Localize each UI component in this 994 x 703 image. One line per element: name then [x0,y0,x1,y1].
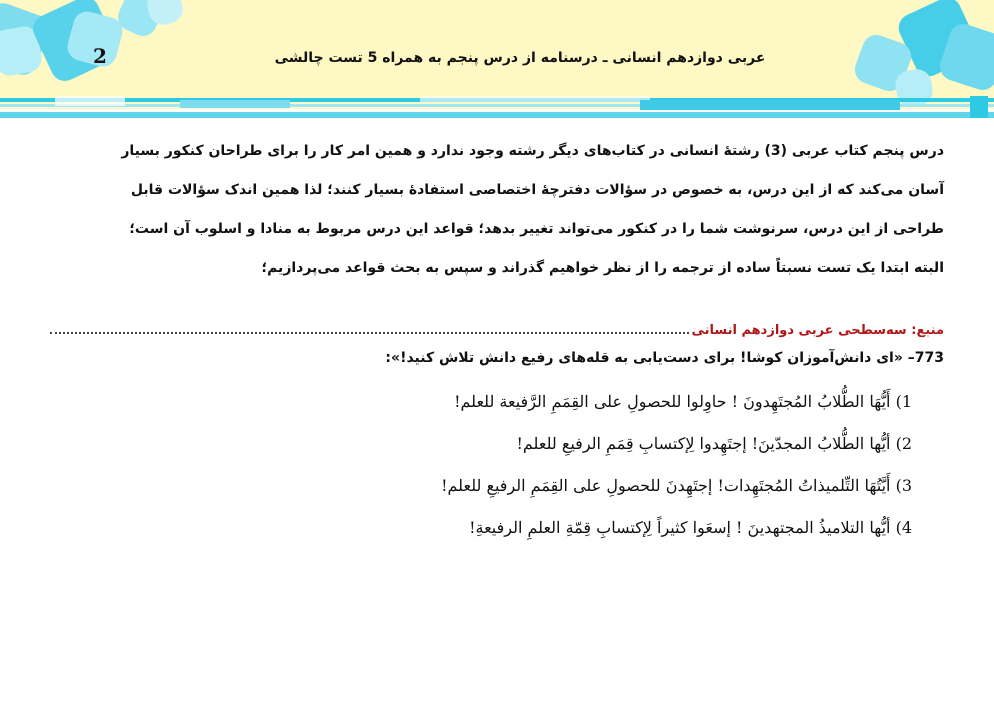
page-title: عربی دوازدهم انسانی ـ درسنامه از درس پنجم به همراه 5 تست چالشی [274,50,766,66]
answer-options [312,386,912,554]
stripe-block [420,96,650,102]
dotted-leader [50,320,689,334]
source-label: منبع: سه‌سطحی عربی دوازدهم انسانی [691,323,944,338]
stripe-block [640,100,900,110]
stripe [0,112,994,118]
intro-line: طراحی از این درس، سرنوشت شما را در کنکور می‌تواند تغییر بدهد؛ قواعد این درس مربوط به منادا و اسلوب آن است؛ [129,221,944,237]
stripe-block [180,100,290,108]
intro-line: آسان می‌کند که از این درس، به خصوص در سؤالات دفترچهٔ اختصاصی استفادهٔ بسیار کنند؛ لذا همین اندک سؤالات قابل [130,182,944,198]
source-row [50,318,944,338]
answer-option-4[interactable]: 4) أيُّها التلاميذُ المجتهدينَ ! إسعَوا كثيراً لِإكتسابِ قِمّةِ العلمِ الرفيعةِ! [469,518,912,537]
stripe-block [55,96,125,106]
intro-paragraph [50,134,944,290]
answer-option-3[interactable]: 3) أَيَّتُهَا التِّلميذاتُ المُجتَهِدات! إجتَهِدنَ للحصولِ على القِمَمِ الرفيعِ للعلم! [441,476,912,495]
page-header [0,0,994,118]
header-stripes [0,96,994,118]
stripe-block [970,96,988,118]
question-text: 773– «ای دانش‌آموزان کوشا! برای دست‌یابی به قله‌های رفیع دانش تلاش کنید!»: [385,350,944,366]
intro-line: درس پنجم کتاب عربی (3) رشتهٔ انسانی در کتاب‌های دیگر رشته وجود ندارد و همین امر کار را برای طراحان کنکور بسیار [121,143,944,159]
answer-option-2[interactable]: 2) أيُّها الطُّلابُ المجدّينَ! إجتَهِدوا لِإكتسابِ قِمَمِ الرفيعِ للعلم! [516,434,912,453]
answer-option-1[interactable]: 1) أَيُّهَا الطُّلابُ المُجتَهِدونَ ! حاوِلوا للحصولِ على القِمَمِ الرَّفيعة للعلم! [454,392,912,411]
intro-line: البته ابتدا یک تست نسبتاً ساده از ترجمه را از نظر خواهیم گذراند و سپس به بحث قواعد می‌پردازیم؛ [261,260,944,276]
page-number: 2 [93,44,107,68]
